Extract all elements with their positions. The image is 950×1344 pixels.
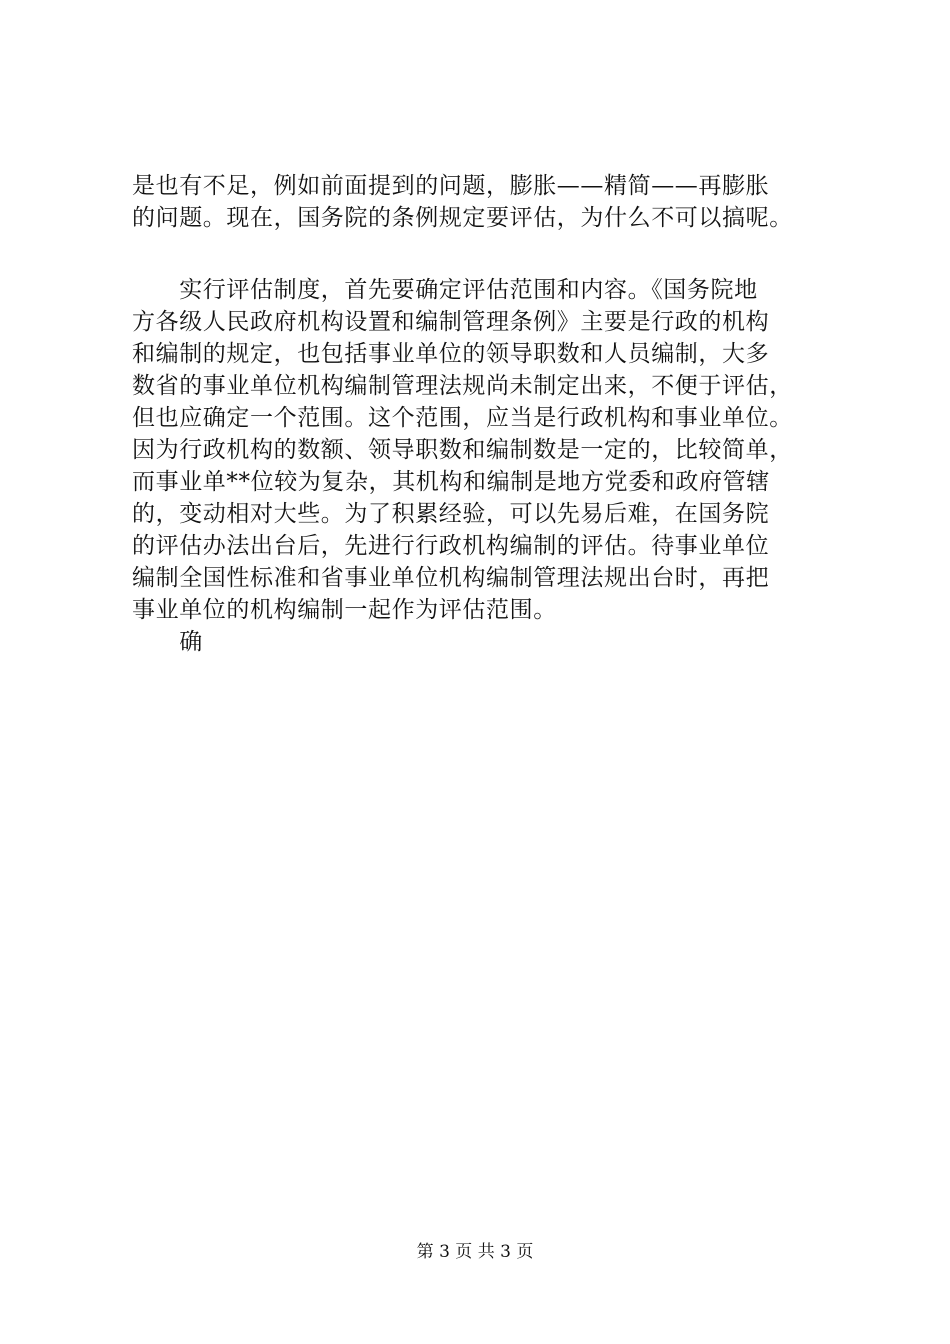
paragraph-gap xyxy=(132,234,832,274)
page-footer xyxy=(0,1242,950,1262)
text-line: 但也应确定一个范围。这个范围，应当是行政机构和事业单位。 xyxy=(132,405,793,431)
text-line: 而事业单**位较为复杂，其机构和编制是地方党委和政府管辖 xyxy=(132,469,770,495)
text-line: 数省的事业单位机构编制管理法规尚未制定出来，不便于评估， xyxy=(132,373,793,399)
text-line: 确 xyxy=(132,629,203,655)
text-line: 编制全国性标准和省事业单位机构编制管理法规出台时，再把 xyxy=(132,565,770,591)
text-line: 的问题。现在，国务院的条例规定要评估，为什么不可以搞呢。 xyxy=(132,205,793,231)
paragraph-1 xyxy=(132,170,832,234)
page-number: 第 3 页 共 3 页 xyxy=(416,1242,534,1262)
text-line: 实行评估制度，首先要确定评估范围和内容。《国务院地 xyxy=(132,277,758,303)
text-line: 和编制的规定，也包括事业单位的领导职数和人员编制，大多 xyxy=(132,341,770,367)
text-line: 的评估办法出台后，先进行行政机构编制的评估。待事业单位 xyxy=(132,533,770,559)
paragraph-2 xyxy=(132,274,832,658)
text-line: 因为行政机构的数额、领导职数和编制数是一定的，比较简单， xyxy=(132,437,793,463)
document-body xyxy=(132,170,832,658)
text-line: 方各级人民政府机构设置和编制管理条例》主要是行政的机构 xyxy=(132,309,770,335)
text-line: 事业单位的机构编制一起作为评估范围。 xyxy=(132,597,557,623)
text-line: 的，变动相对大些。为了积累经验，可以先易后难，在国务院 xyxy=(132,501,770,527)
text-line: 是也有不足，例如前面提到的问题，膨胀——精简——再膨胀 xyxy=(132,173,770,199)
